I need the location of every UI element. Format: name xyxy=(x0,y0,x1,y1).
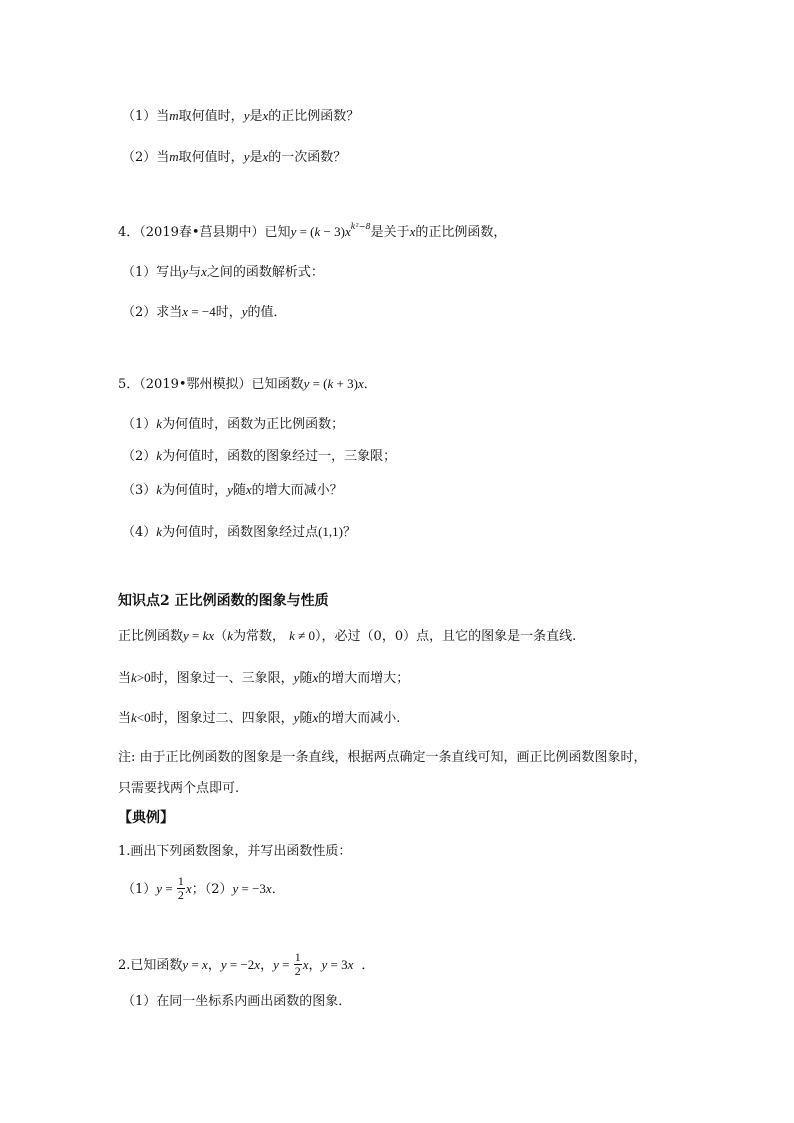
problem-4-question-2: （2）求当x = −4时，y的值． xyxy=(122,304,287,320)
example-2-stem: 2.已知函数y = x，y = −2x，y = $\frac{1}{2}$ x，y = 3x ． xyxy=(118,950,375,978)
problem-5-question-2: （2）k为何值时，函数的图象经过一，三象限； xyxy=(122,448,397,464)
fraction-one-half: $\frac{1}{2}$ xyxy=(294,950,301,978)
knowledge-point-2-title: 知识点2 正比例函数的图象与性质 xyxy=(118,593,329,609)
problem-5-question-4: （4）k为何值时，函数图象经过点(1,1)？ xyxy=(122,524,357,540)
kp2-note-line-1: 注: 由于正比例函数的图象是一条直线，根据两点确定一条直线可知，画正比例函数图象时， xyxy=(118,750,647,765)
p3-question-2: （2）当m取何值时，y是x的一次函数？ xyxy=(122,149,347,165)
example-title: 【典例】 xyxy=(118,810,174,826)
p3-question-1: （1）当m取何值时，y是x的正比例函数？ xyxy=(122,108,360,124)
fraction-one-half: $\frac{1}{2}$ xyxy=(177,874,184,902)
kp2-definition: 正比例函数y = kx（k为常数， k ≠ 0），必过（0，0）点，且它的图象是一条直线. xyxy=(118,628,577,644)
problem-4-stem: 4．（2019春•莒县期中）已知$y = (k - 3)x^{k^2-8}$是关于x的正比例函数， xyxy=(118,222,507,240)
problem-5-stem: 5．（2019•鄂州模拟）已知函数y = (k + 3)x． xyxy=(118,376,377,392)
kp2-note-line-2: 只需要找两个点即可. xyxy=(118,781,240,796)
kp2-positive-k: 当k>0时，图象过一、三象限，y随x的增大而增大； xyxy=(118,670,410,686)
problem-4-question-1: （1）写出y与x之间的函数解析式： xyxy=(122,264,324,280)
kp2-negative-k: 当k<0时，图象过二、四象限，y随x的增大而减小. xyxy=(118,710,401,726)
problem-5-question-1: （1）k为何值时，函数为正比例函数； xyxy=(122,416,345,432)
example-1-functions: （1）y = $\frac{1}{2}$ x；（2）y = −3x． xyxy=(122,874,285,902)
problem-5-question-3: （3）k为何值时，y随x的增大而减小？ xyxy=(122,482,343,498)
example-1-stem: 1.画出下列函数图象，并写出函数性质： xyxy=(118,844,352,859)
example-2-question-1: （1）在同一坐标系内画出函数的图象． xyxy=(122,994,352,1009)
